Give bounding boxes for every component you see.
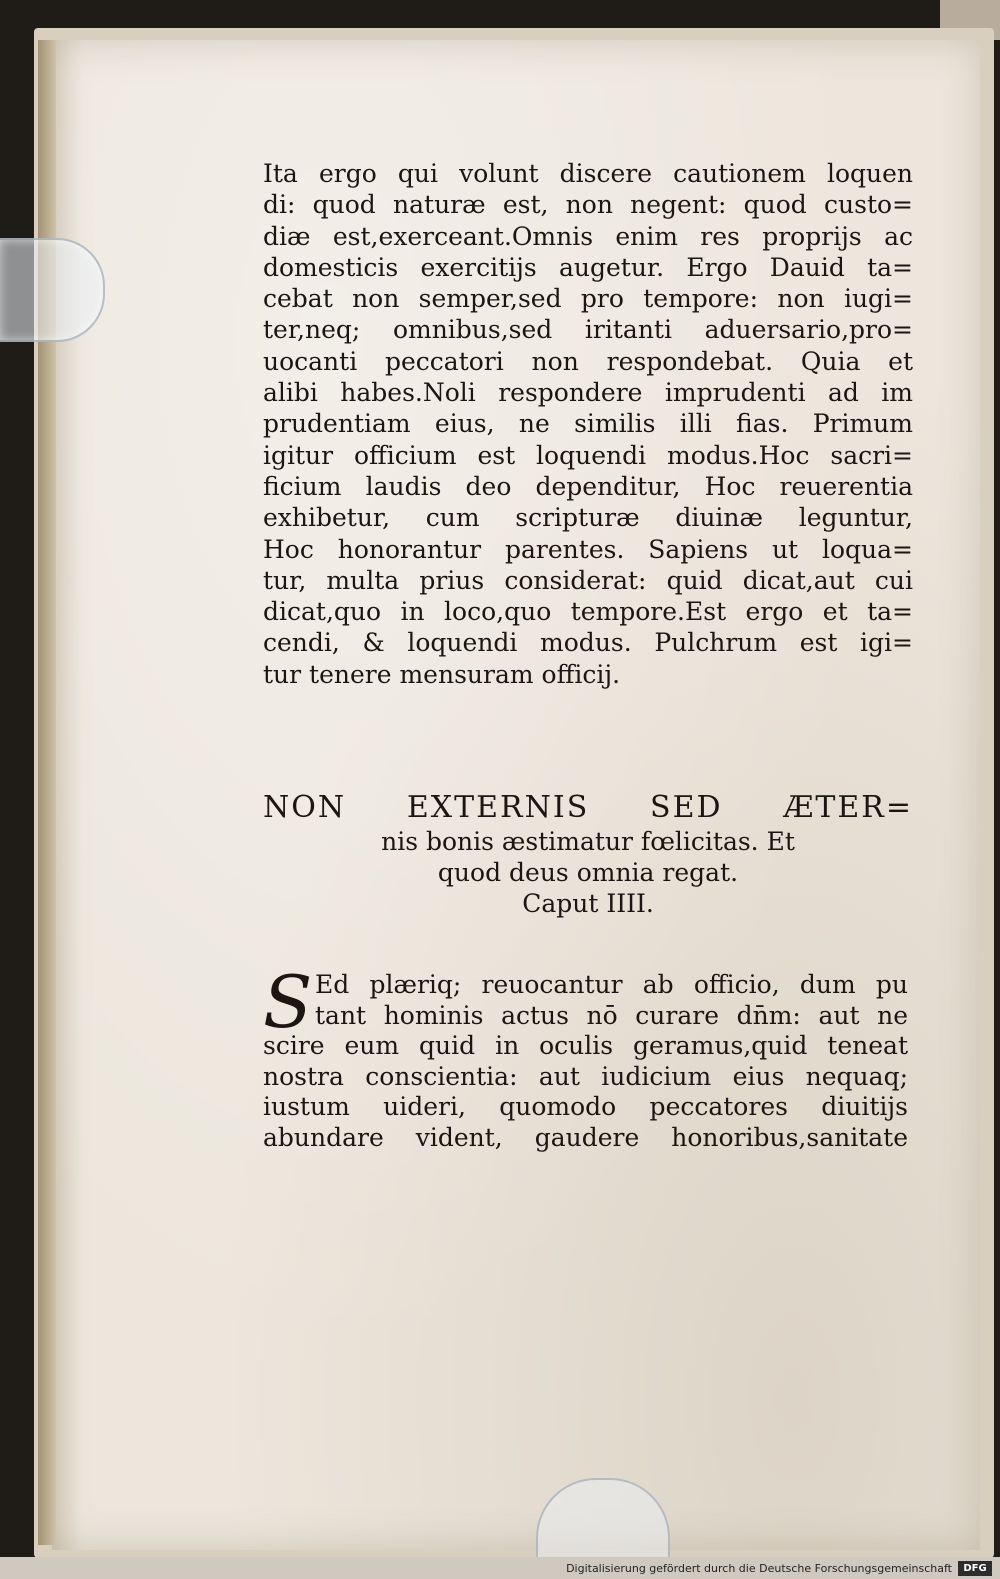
chapter-heading — [263, 790, 913, 919]
text-line: cendi, & loquendi modus. Pulchrum est igi= — [263, 628, 913, 658]
text-line: nostra conscientia: aut iudicium eius nequaq; — [263, 1061, 908, 1091]
text-line: exhibetur, cum scripturæ diuinæ leguntur, — [263, 503, 913, 533]
heading-subtitle: nis bonis æstimatur fœlicitas. Et — [381, 827, 795, 856]
dfg-logo: DFG — [958, 1561, 992, 1576]
paragraph-1 — [263, 158, 913, 690]
left-page-clip — [0, 238, 105, 342]
text-line: prudentiam eius, ne similis illi fias. Primum — [263, 409, 913, 439]
text-line: scire eum quid in oculis geramus,quid teneat — [263, 1031, 908, 1060]
heading-subtitle: quod deus omnia regat. — [437, 858, 739, 887]
text-line: igitur officium est loquendi modus.Hoc sacri= — [263, 440, 913, 470]
paragraph-2 — [263, 960, 908, 1153]
chapter-number: Caput IIII. — [522, 889, 654, 918]
text-line: dicat,quo in loco,quo tempore.Est ergo et ta= — [263, 597, 913, 627]
text-line: di: quod naturæ est, non negent: quod custo= — [263, 190, 913, 220]
text-line: tur tenere mensuram officij. — [263, 659, 621, 689]
footer-bar — [0, 1557, 1000, 1579]
text-line: diæ est,exerceant.Omnis enim res proprijs ac — [263, 221, 913, 251]
text-line: Ed plæriq; reuocantur ab officio, dum pu — [315, 970, 908, 999]
text-line: abundare vident, gaudere honoribus,sanitate — [263, 1122, 908, 1152]
text-line: alibi habes.Noli respondere imprudenti ad im — [263, 378, 913, 408]
text-line: Hoc honorantur parentes. Sapiens ut loqua= — [263, 534, 913, 564]
funding-credit: Digitalisierung gefördert durch die Deutsche Forschungsgemeinschaft — [566, 1562, 952, 1575]
text-line: tant hominis actus nō curare dn̄m: aut ne — [315, 1000, 908, 1030]
text-line: domesticis exercitijs augetur. Ergo Dauid ta= — [263, 252, 913, 282]
text-line: Ita ergo qui volunt discere cautionem loquen — [263, 159, 913, 188]
text-line: tur, multa prius considerat: quid dicat,aut cui — [263, 565, 913, 595]
text-line: uocanti peccatori non respondebat. Quia et — [263, 346, 913, 376]
text-line: ficium laudis deo dependitur, Hoc reuerentia — [263, 471, 913, 501]
text-line: iustum uideri, quomodo peccatores diuitijs — [263, 1092, 908, 1121]
drop-cap-initial: S — [263, 960, 313, 1044]
text-line: ter,neq; omnibus,sed iritanti aduersario,pro= — [263, 315, 913, 345]
heading-title: NON EXTERNIS SED ÆTER= — [263, 790, 913, 825]
text-line: cebat non semper,sed pro tempore: non iugi= — [263, 284, 913, 314]
